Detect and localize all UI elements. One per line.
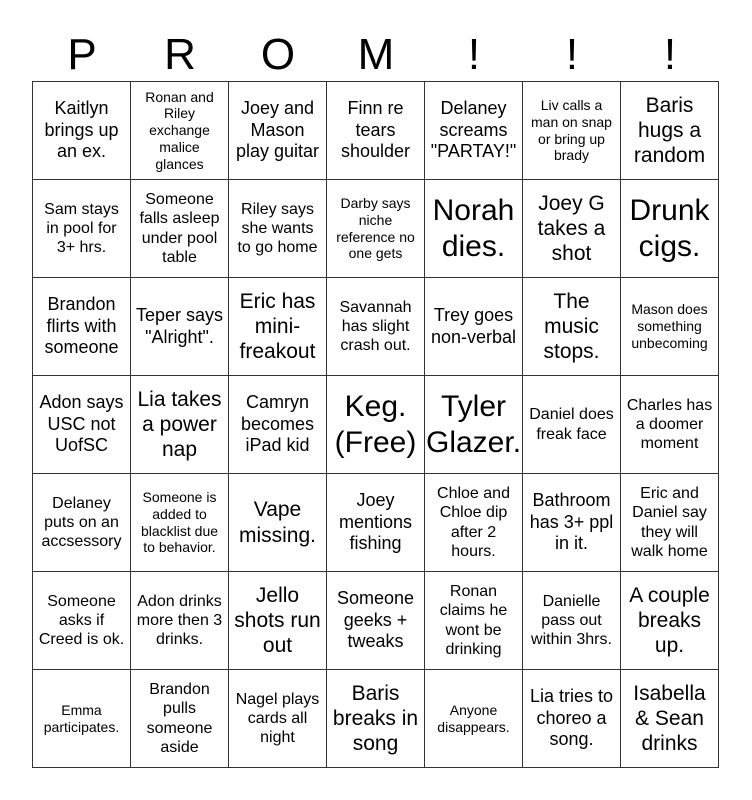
header-letter-3: O bbox=[260, 30, 296, 79]
bingo-cell[interactable]: Isabella & Sean drinks bbox=[621, 670, 719, 768]
bingo-cell[interactable]: Delaney screams "PARTAY!" bbox=[425, 82, 523, 180]
bingo-cell[interactable]: Tyler Glazer. bbox=[425, 376, 523, 474]
bingo-cell[interactable]: Joey mentions fishing bbox=[327, 474, 425, 572]
bingo-cell[interactable]: Lia takes a power nap bbox=[131, 376, 229, 474]
header-letter-4: M bbox=[357, 30, 395, 79]
bingo-cell[interactable]: Mason does something unbecoming bbox=[621, 278, 719, 376]
bingo-cell[interactable]: The music stops. bbox=[523, 278, 621, 376]
bingo-cell[interactable]: Anyone disappears. bbox=[425, 670, 523, 768]
header-letter-7: ! bbox=[663, 30, 677, 79]
bingo-cell[interactable]: Drunk cigs. bbox=[621, 180, 719, 278]
bingo-cell[interactable]: Joey G takes a shot bbox=[523, 180, 621, 278]
bingo-cell[interactable]: Camryn becomes iPad kid bbox=[229, 376, 327, 474]
bingo-cell[interactable]: Adon says USC not UofSC bbox=[33, 376, 131, 474]
bingo-cell[interactable]: Teper says "Alright". bbox=[131, 278, 229, 376]
bingo-cell[interactable]: Emma participates. bbox=[33, 670, 131, 768]
bingo-cell[interactable]: Danielle pass out within 3hrs. bbox=[523, 572, 621, 670]
header-letter-1: P bbox=[67, 30, 97, 79]
bingo-cell[interactable]: Baris breaks in song bbox=[327, 670, 425, 768]
bingo-cell[interactable]: Someone asks if Creed is ok. bbox=[33, 572, 131, 670]
bingo-cell[interactable]: A couple breaks up. bbox=[621, 572, 719, 670]
bingo-cell[interactable]: Kaitlyn brings up an ex. bbox=[33, 82, 131, 180]
bingo-cell[interactable]: Chloe and Chloe dip after 2 hours. bbox=[425, 474, 523, 572]
bingo-cell[interactable]: Norah dies. bbox=[425, 180, 523, 278]
bingo-cell[interactable]: Finn re tears shoulder bbox=[327, 82, 425, 180]
bingo-cell[interactable]: Joey and Mason play guitar bbox=[229, 82, 327, 180]
bingo-cell[interactable]: Eric has mini-freakout bbox=[229, 278, 327, 376]
bingo-cell[interactable]: Delaney puts on an accsessory bbox=[33, 474, 131, 572]
header-letter-2: R bbox=[164, 30, 196, 79]
bingo-cell[interactable]: Nagel plays cards all night bbox=[229, 670, 327, 768]
bingo-cell[interactable]: Liv calls a man on snap or bring up brady bbox=[523, 82, 621, 180]
bingo-cell[interactable]: Ronan claims he wont be drinking bbox=[425, 572, 523, 670]
bingo-cell[interactable]: Lia tries to choreo a song. bbox=[523, 670, 621, 768]
header-letter-6: ! bbox=[565, 30, 579, 79]
bingo-header bbox=[33, 28, 719, 82]
bingo-cell[interactable]: Someone geeks + tweaks bbox=[327, 572, 425, 670]
bingo-cell[interactable]: Jello shots run out bbox=[229, 572, 327, 670]
bingo-cell[interactable]: Daniel does freak face bbox=[523, 376, 621, 474]
bingo-cell[interactable]: Eric and Daniel say they will walk home bbox=[621, 474, 719, 572]
bingo-cell[interactable]: Brandon flirts with someone bbox=[33, 278, 131, 376]
bingo-cell[interactable]: Trey goes non-verbal bbox=[425, 278, 523, 376]
bingo-cell[interactable]: Riley says she wants to go home bbox=[229, 180, 327, 278]
bingo-cell[interactable]: Vape missing. bbox=[229, 474, 327, 572]
bingo-cell[interactable]: Ronan and Riley exchange malice glances bbox=[131, 82, 229, 180]
bingo-cell[interactable]: Keg. (Free) bbox=[327, 376, 425, 474]
bingo-cell[interactable]: Charles has a doomer moment bbox=[621, 376, 719, 474]
bingo-cell[interactable]: Adon drinks more then 3 drinks. bbox=[131, 572, 229, 670]
header-letter-5: ! bbox=[467, 30, 481, 79]
bingo-board bbox=[32, 81, 719, 768]
bingo-cell[interactable]: Savannah has slight crash out. bbox=[327, 278, 425, 376]
bingo-cell[interactable]: Someone is added to blacklist due to behavior. bbox=[131, 474, 229, 572]
bingo-cell[interactable]: Sam stays in pool for 3+ hrs. bbox=[33, 180, 131, 278]
bingo-cell[interactable]: Baris hugs a random bbox=[621, 82, 719, 180]
bingo-cell[interactable]: Someone falls asleep under pool table bbox=[131, 180, 229, 278]
bingo-cell[interactable]: Darby says niche reference no one gets bbox=[327, 180, 425, 278]
bingo-cell[interactable]: Brandon pulls someone aside bbox=[131, 670, 229, 768]
bingo-cell[interactable]: Bathroom has 3+ ppl in it. bbox=[523, 474, 621, 572]
